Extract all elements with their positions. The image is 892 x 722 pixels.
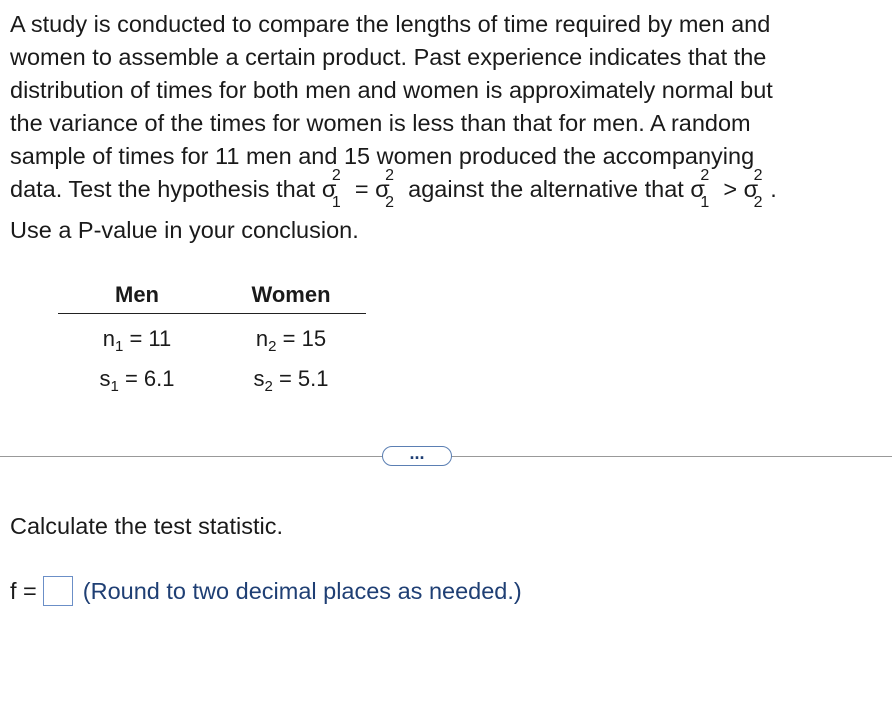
- answer-input[interactable]: [43, 576, 73, 606]
- problem-line: the variance of the times for women is less than that for men. A random: [10, 110, 751, 136]
- sigma-2-squared: σ 2 2: [743, 167, 763, 211]
- answer-label: f =: [10, 577, 37, 604]
- problem-line: distribution of times for both men and women is approximately normal but: [10, 77, 773, 103]
- sigma-1-squared: σ 2 1: [690, 167, 710, 211]
- equals-sign: =: [348, 176, 376, 202]
- answer-row: [10, 576, 522, 606]
- sigma-1-squared: σ 2 1: [321, 167, 341, 211]
- problem-text: data. Test the hypothesis that: [10, 176, 322, 202]
- problem-text: against the alternative that: [401, 176, 691, 202]
- expand-more-button[interactable]: ...: [382, 446, 452, 466]
- table-row: [58, 314, 366, 361]
- problem-line: women to assemble a certain product. Past experience indicates that the: [10, 44, 767, 70]
- column-header-men: Men: [58, 280, 216, 314]
- table-row: [58, 360, 366, 400]
- column-header-women: Women: [216, 280, 366, 314]
- sigma-2-squared: σ 2 2: [375, 167, 395, 211]
- problem-line: Use a P-value in your conclusion.: [10, 217, 359, 243]
- table-cell-s1: $s_1 = 6.1$: [99, 365, 175, 395]
- question-text: Calculate the test statistic.: [10, 513, 283, 539]
- hypothesis-line: data. Test the hypothesis that σ 2 1 = σ 2 2 against the alternative that σ 2 1 > σ 2 2 .: [10, 167, 777, 211]
- table-cell-s2: $s_2 = 5.1$: [253, 365, 329, 395]
- answer-hint: (Round to two decimal places as needed.): [82, 577, 522, 604]
- problem-line: A study is conducted to compare the lengths of time required by men and: [10, 11, 771, 37]
- greater-than-sign: >: [716, 176, 744, 202]
- problem-statement: [10, 8, 880, 247]
- table-cell-n1: $n_1 = 11$: [102, 325, 172, 355]
- data-table: [58, 280, 366, 400]
- table-cell-n2: $n_2 = 15$: [255, 325, 327, 355]
- problem-line: sample of times for 11 men and 15 women produced the accompanying: [10, 143, 755, 169]
